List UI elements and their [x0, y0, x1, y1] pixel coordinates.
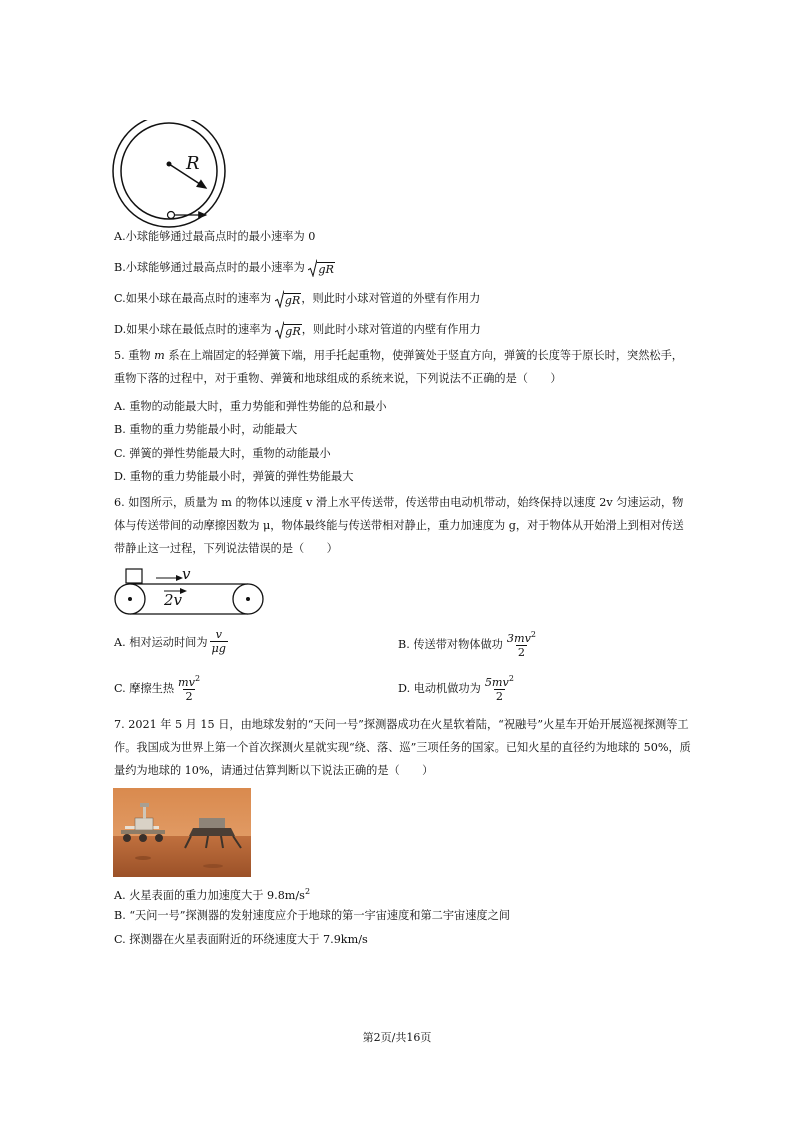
q7-stem: 7. 2021 年 5 月 15 日，由地球发射的“天问一号”探测器成功在火星软着陆，“祝融号”火星车开始开展巡视探测等工作。我国成为世界上第一个首次探测火星就实现“绕、落、巡”三项任务的国家。已知火星的直径约为地球的 50%，质量约为地球的 10%，请通过估算判断以下说法正确的是（ ） [114, 718, 691, 777]
mars-rover-photo [113, 788, 251, 877]
q6-option-b: B. 传送带对物体做功 $\frac{3mv^2}{2}$ [398, 630, 536, 659]
q5-option-b: B. 重物的重力势能最小时，动能最大 [114, 423, 298, 436]
q4-option-a: A.小球能够通过最高点时的最小速率为 0 [114, 230, 316, 243]
q4-option-b: B.小球能够通过最高点时的最小速率为 gR [114, 261, 334, 276]
q6-option-a: A. 相对运动时间为 $\frac{v}{\mu g}$ [114, 628, 226, 655]
sqrt-gR: gR [275, 321, 302, 339]
q6-option-d: D. 电动机做功为 $\frac{5mv^2}{2}$ [398, 674, 514, 703]
v-label: v [182, 565, 191, 583]
q6-stem: 6. 如图所示，质量为 m 的物体以速度 v 滑上水平传送带，传送带由电动机带动，始终保持以速度 2v 匀速运动，物体与传送带间的动摩擦因数为 μ，物体最终能与传送带相对静止，重力加速度为 g，对于物体从开始滑上到相对传送带静止这一过程，下列说法错误的是（ ） [114, 496, 684, 555]
q4-option-d: D.如果小球在最低点时的速率为 gR ，则此时小球对管道的内壁有作用力 [114, 323, 481, 338]
q5-option-c: C. 弹簧的弹性势能最大时，重物的动能最小 [114, 447, 331, 460]
q6-option-c: C. 摩擦生热 $\frac{mv^2}{2}$ [114, 674, 201, 703]
q7-option-a: A. 火星表面的重力加速度大于 $9.8m/s^2$ [114, 887, 311, 902]
q5-option-d: D. 重物的重力势能最小时，弹簧的弹性势能最大 [114, 470, 354, 483]
sqrt-gR: gR [308, 259, 335, 277]
tube-inner-circle [121, 123, 217, 219]
circular-tube-figure [108, 120, 233, 228]
q7-option-b: B. “天问一号”探测器的发射速度应介于地球的第一宇宙速度和第二宇宙速度之间 [114, 909, 510, 922]
q7-option-c: C. 探测器在火星表面附近的环绕速度大于 7.9km/s [114, 933, 368, 946]
q5-stem: 5. 重物 m 系在上端固定的轻弹簧下端，用手托起重物，使弹簧处于竖直方向，弹簧的长度等于原长时，突然松手，重物下落的过程中，对于重物、弹簧和地球组成的系统来说，下列说法不正确的是（ ） [114, 349, 683, 385]
sqrt-gR: gR [275, 290, 302, 308]
page-footer: 第2页/共16页 [362, 1031, 432, 1044]
q4-option-c: C.如果小球在最高点时的速率为 gR ，则此时小球对管道的外壁有作用力 [114, 292, 481, 307]
small-ball [168, 212, 175, 219]
radius-label: R [186, 153, 200, 174]
block [126, 569, 142, 583]
tube-outer-circle [113, 120, 225, 227]
q5-option-a: A. 重物的动能最大时，重力势能和弹性势能的总和最小 [114, 400, 387, 413]
2v-label: 2v [164, 591, 183, 609]
